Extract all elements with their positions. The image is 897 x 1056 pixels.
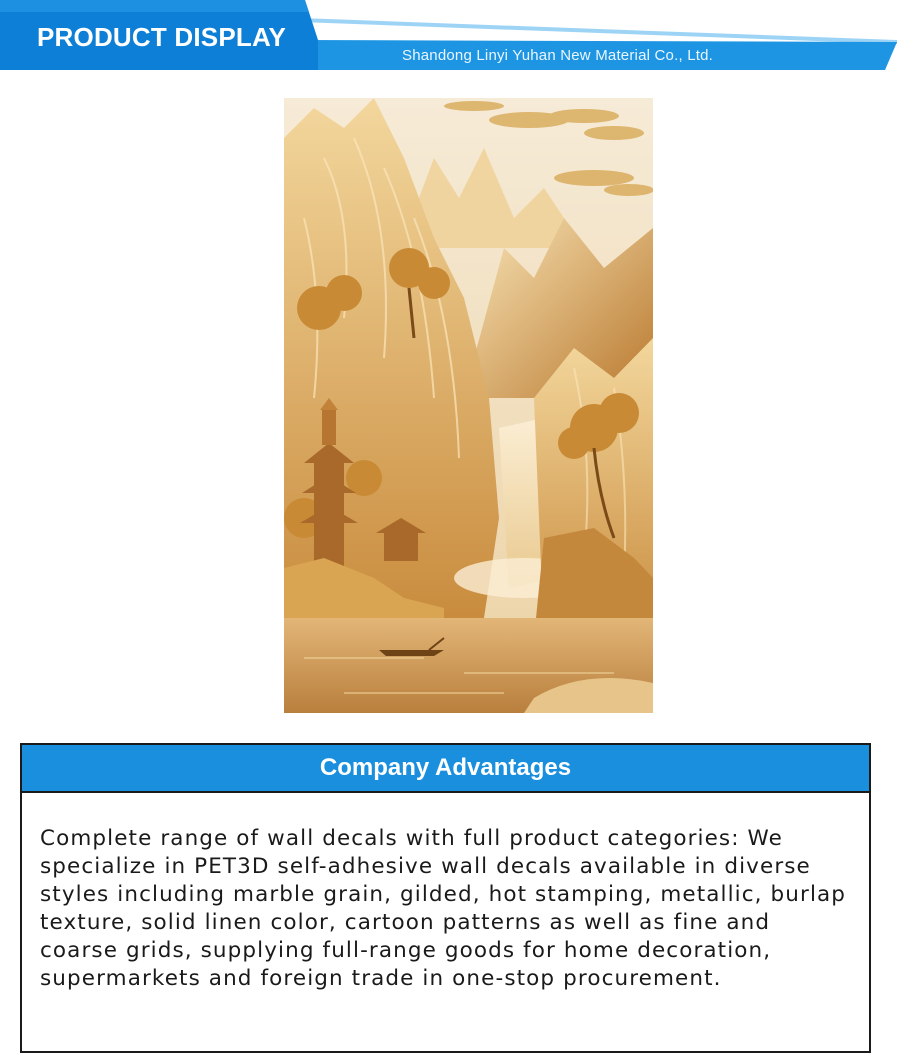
- company-name: Shandong Linyi Yuhan New Material Co., Ltd.: [402, 47, 714, 64]
- advantages-header: [22, 745, 869, 793]
- advantages-text: Complete range of wall decals with full product categories: We specialize in PET3D self-adhesive wall decals available in diverse styles including marble grain, gilded, hot stamping, metallic, burlap texture, solid linen color, cartoon patterns as well as fine and coarse grids, supplying full-range goods for home decoration, supermarkets and foreign trade in one-stop procurement.: [40, 826, 847, 991]
- advantages-panel: [20, 743, 871, 1053]
- header-banner: [0, 0, 897, 75]
- page-title: PRODUCT DISPLAY: [37, 22, 287, 52]
- advantages-title: Company Advantages: [319, 754, 572, 781]
- landscape-illustration: [284, 98, 653, 713]
- product-image: [284, 98, 653, 713]
